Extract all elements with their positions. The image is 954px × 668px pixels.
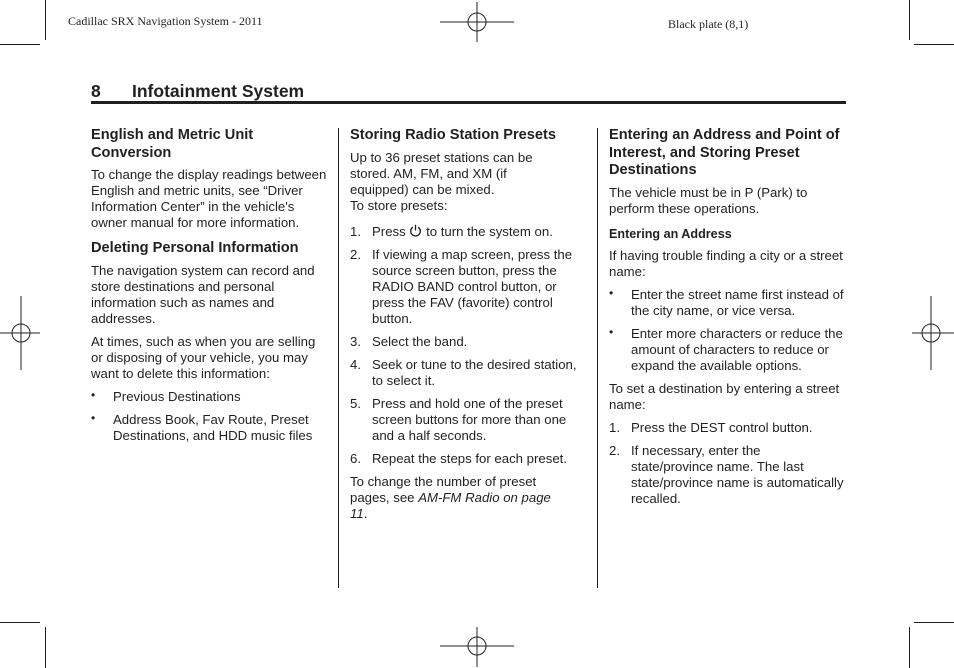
list-item — [350, 357, 590, 389]
paragraph: To change the display readings between English and metric units, see “Driver Information Center” in the vehicle's owner manual for more information. — [91, 167, 327, 230]
section-title: Infotainment System — [132, 81, 305, 101]
heading-english-metric: English and Metric Unit Conversion — [91, 127, 254, 161]
step-text-post: to turn the system on. — [426, 223, 553, 239]
column-divider — [597, 128, 598, 588]
paragraph-text: To change the number of preset pages, see — [350, 473, 537, 505]
registration-mark-icon — [440, 2, 514, 42]
list-item — [91, 412, 327, 444]
step-number: 2. — [609, 442, 620, 458]
bullet-icon: • — [91, 410, 96, 425]
crop-mark — [914, 44, 954, 45]
column-2 — [350, 127, 590, 529]
list-item — [91, 389, 327, 405]
column-divider — [338, 128, 339, 588]
power-icon — [409, 224, 422, 237]
list-item — [350, 224, 590, 240]
numbered-list — [609, 420, 846, 507]
column-1 — [91, 127, 327, 451]
subheading-entering-address: Entering an Address — [609, 226, 732, 241]
running-head-right: Black plate (8,1) — [668, 17, 749, 31]
step-number: 3. — [350, 333, 361, 349]
paragraph — [350, 150, 590, 214]
list-item-text: Previous Destinations — [113, 388, 241, 404]
step-number: 1. — [350, 223, 361, 239]
step-text: Seek or tune to the desired station, to select it. — [372, 356, 577, 388]
list-item-text: Enter the street name first instead of the city name, or vice versa. — [631, 286, 844, 318]
header-rule — [91, 101, 846, 104]
running-head-left: Cadillac SRX Navigation System - 2011 — [68, 14, 263, 28]
list-item — [609, 443, 846, 507]
step-number: 5. — [350, 395, 361, 411]
bullet-list — [91, 389, 327, 444]
step-number: 4. — [350, 356, 361, 372]
crop-mark — [909, 0, 910, 40]
list-item — [609, 287, 846, 319]
crop-mark — [909, 627, 910, 668]
paragraph: The vehicle must be in P (Park) to perform these operations. — [609, 184, 808, 216]
crop-mark — [0, 44, 40, 45]
step-text-pre: Press — [372, 223, 406, 239]
column-3 — [609, 127, 846, 514]
paragraph: At times, such as when you are selling or disposing of your vehicle, you may want to delete this information: — [91, 333, 316, 381]
page-header — [91, 81, 846, 101]
bullet-icon: • — [91, 387, 96, 402]
page-number: 8 — [91, 81, 101, 101]
paragraph — [350, 474, 562, 522]
step-text: If necessary, enter the state/province name. The last state/province name is automatically recalled. — [631, 442, 844, 506]
paragraph-text: Up to 36 preset stations can be stored. AM, FM, and XM (if equipped) can be mixed. — [350, 149, 533, 197]
list-item — [350, 247, 590, 327]
list-item — [350, 451, 590, 467]
step-number: 6. — [350, 450, 361, 466]
step-text: Press and hold one of the preset screen buttons for more than one and a half seconds. — [372, 395, 567, 443]
crop-mark — [45, 0, 46, 40]
paragraph-text: . — [363, 505, 368, 521]
bullet-icon: • — [609, 324, 614, 339]
list-item-text: Enter more characters or reduce the amount of characters to reduce or expand the available options. — [631, 325, 843, 373]
list-item — [609, 326, 846, 374]
step-number: 2. — [350, 246, 361, 262]
step-text: Select the band. — [372, 333, 468, 349]
heading-entering-address: Entering an Address and Point of Interest, and Storing Preset Destinations — [609, 127, 840, 178]
cross-reference-link[interactable]: AM-FM Radio on page 11 — [350, 489, 551, 521]
step-text: If viewing a map screen, press the source screen button, press the RADIO BAND control button, or press the FAV (favorite) control button. — [372, 246, 573, 326]
heading-deleting-personal-info: Deleting Personal Information — [91, 240, 299, 256]
crop-mark — [0, 622, 40, 623]
bullet-icon: • — [609, 285, 614, 300]
list-item — [350, 334, 590, 350]
paragraph: To set a destination by entering a street name: — [609, 380, 840, 412]
paragraph-text: To store presets: — [350, 197, 448, 213]
paragraph: If having trouble finding a city or a street name: — [609, 247, 843, 279]
heading-storing-presets: Storing Radio Station Presets — [350, 127, 556, 143]
crop-mark — [914, 622, 954, 623]
list-item — [609, 420, 846, 436]
numbered-list — [350, 224, 590, 467]
registration-mark-icon — [0, 296, 40, 370]
crop-mark — [45, 627, 46, 668]
paragraph: The navigation system can record and store destinations and personal information such as names and addresses. — [91, 262, 315, 326]
step-text: Repeat the steps for each preset. — [372, 450, 567, 466]
step-text: Press the DEST control button. — [631, 419, 813, 435]
list-item — [350, 396, 590, 444]
registration-mark-icon — [912, 296, 954, 370]
step-number: 1. — [609, 419, 620, 435]
registration-mark-icon — [440, 627, 514, 667]
bullet-list — [609, 287, 846, 374]
list-item-text: Address Book, Fav Route, Preset Destinations, and HDD music files — [113, 411, 313, 443]
